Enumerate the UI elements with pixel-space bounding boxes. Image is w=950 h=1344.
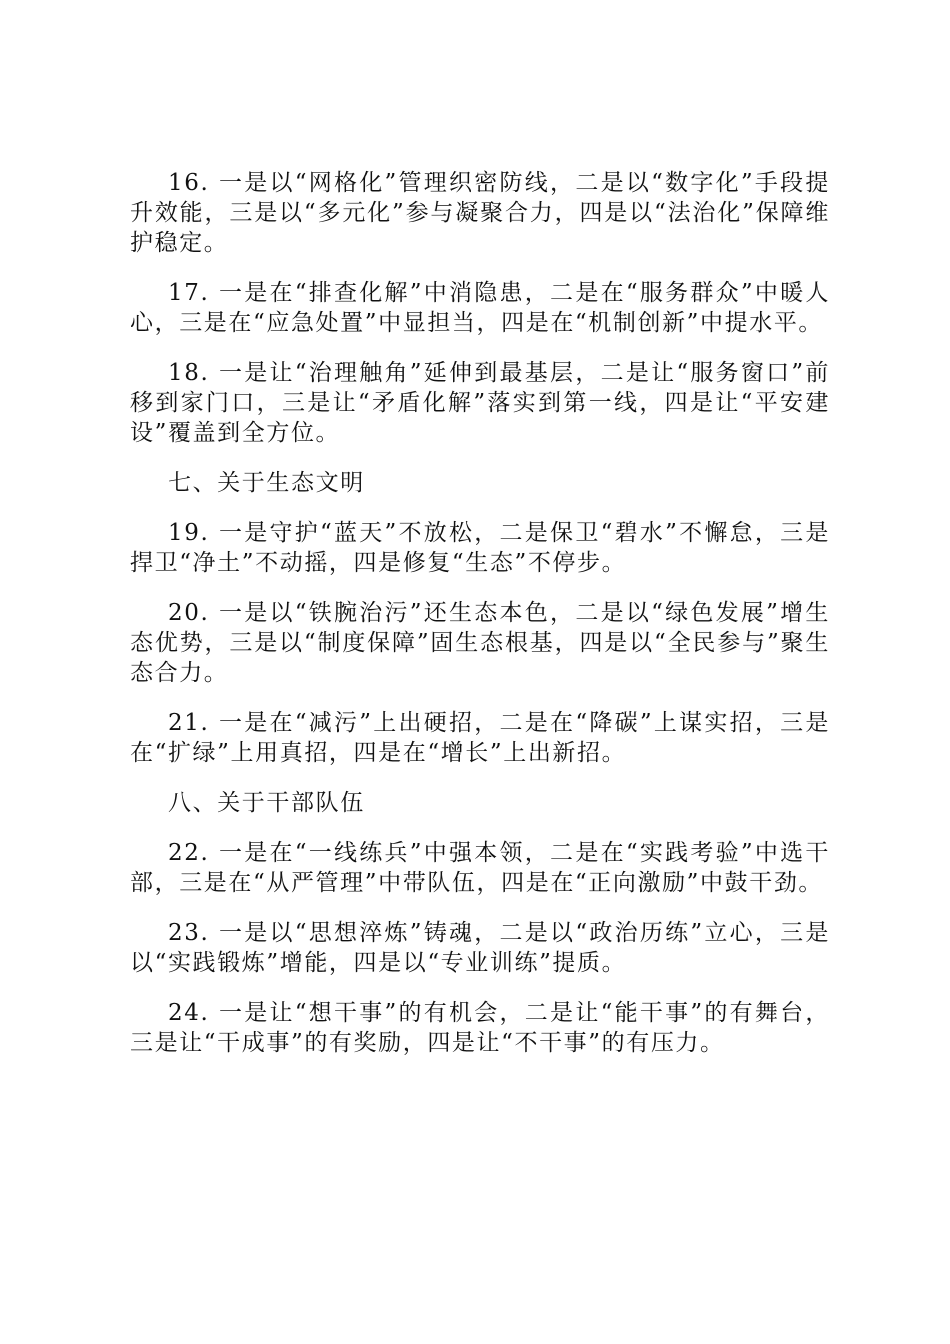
paragraph-item-16: 16. 一是以“网格化”管理织密防线，二是以“数字化”手段提升效能，三是以“多元化”参与凝聚合力，四是以“法治化”保障维护稳定。 xyxy=(130,170,830,256)
paragraph-item-19: 19. 一是守护“蓝天”不放松，二是保卫“碧水”不懈怠，三是捍卫“净土”不动摇，四是修复“生态”不停步。 xyxy=(130,520,830,576)
section-heading-ecology: 七、关于生态文明 xyxy=(168,470,365,496)
paragraph-item-21: 21. 一是在“减污”上出硬招，二是在“降碳”上谋实招，三是在“扩绿”上用真招，四是在“增长”上出新招。 xyxy=(130,710,830,766)
section-heading-cadres: 八、关于干部队伍 xyxy=(168,790,365,816)
paragraph-item-20: 20. 一是以“铁腕治污”还生态本色，二是以“绿色发展”增生态优势，三是以“制度保障”固生态根基，四是以“全民参与”聚生态合力。 xyxy=(130,600,830,686)
paragraph-item-18: 18. 一是让“治理触角”延伸到最基层，二是让“服务窗口”前移到家门口，三是让“矛盾化解”落实到第一线，四是让“平安建设”覆盖到全方位。 xyxy=(130,360,830,446)
paragraph-item-24: 24. 一是让“想干事”的有机会，二是让“能干事”的有舞台，三是让“干成事”的有奖励，四是让“不干事”的有压力。 xyxy=(130,1000,830,1056)
paragraph-item-22: 22. 一是在“一线练兵”中强本领，二是在“实践考验”中选干部，三是在“从严管理”中带队伍，四是在“正向激励”中鼓干劲。 xyxy=(130,840,830,896)
document-page xyxy=(130,168,830,1078)
paragraph-item-17: 17. 一是在“排查化解”中消隐患，二是在“服务群众”中暖人心，三是在“应急处置”中显担当，四是在“机制创新”中提水平。 xyxy=(130,280,830,336)
paragraph-item-23: 23. 一是以“思想淬炼”铸魂，二是以“政治历练”立心，三是以“实践锻炼”增能，四是以“专业训练”提质。 xyxy=(130,920,830,976)
